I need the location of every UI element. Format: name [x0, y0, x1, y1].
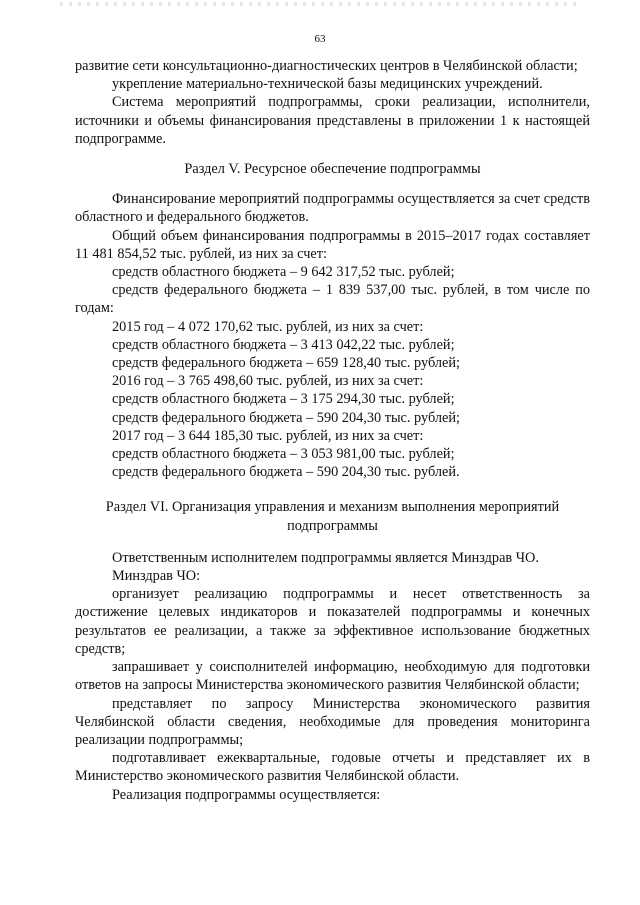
- paragraph: Минздрав ЧО:: [112, 568, 201, 585]
- paragraph: Финансирование мероприятий подпрограммы осуществляется за счет средств областного и федерального бюджетов.: [75, 191, 590, 226]
- paragraph: 2016 год – 3 765 498,60 тыс. рублей, из них за счет:: [112, 373, 424, 390]
- paragraph: средств областного бюджета – 3 413 042,22 тыс. рублей;: [112, 336, 455, 353]
- section-6-heading-line-1: Раздел VI. Организация управления и механизм выполнения мероприятий: [105, 499, 560, 516]
- paragraph: средств федерального бюджета – 1 839 537,00 тыс. рублей, в том числе по годам:: [75, 282, 590, 317]
- paragraph: Ответственным исполнителем подпрограммы является Минздрав ЧО.: [112, 549, 539, 566]
- paragraph: средств федерального бюджета – 590 204,30 тыс. рублей;: [112, 409, 460, 426]
- paragraph: средств областного бюджета – 3 175 294,30 тыс. рублей;: [112, 391, 455, 408]
- paragraph: запрашивает у соисполнителей информацию, необходимую для подготовки ответов на запросы Министерства экономического развития Челябинской области;: [75, 659, 590, 694]
- paragraph: развитие сети консультационно-диагностических центров в Челябинской области;: [75, 58, 578, 74]
- scan-artifact: [60, 2, 580, 6]
- paragraph: Реализация подпрограммы осуществляется:: [112, 786, 381, 803]
- page-number: 63: [314, 33, 326, 45]
- section-5-heading: Раздел V. Ресурсное обеспечение подпрограммы: [184, 161, 481, 178]
- paragraph: представляет по запросу Министерства экономического развития Челябинской области сведения, необходимые для проведения мониторинга реализации подпрограммы;: [75, 695, 590, 748]
- paragraph: средств областного бюджета – 9 642 317,52 тыс. рублей;: [112, 264, 455, 281]
- paragraph: подготавливает ежеквартальные, годовые отчеты и представляет их в Министерство экономического развития Челябинской области.: [75, 750, 590, 785]
- paragraph: средств федерального бюджета – 590 204,30 тыс. рублей.: [112, 464, 460, 481]
- paragraph: Система мероприятий подпрограммы, сроки реализации, исполнители, источники и объемы финансирования представлены в приложении 1 к настоящей подпрограмме.: [75, 94, 590, 147]
- document-page: [75, 57, 590, 804]
- paragraph: 2015 год – 4 072 170,62 тыс. рублей, из них за счет:: [112, 318, 424, 335]
- paragraph: укрепление материально-технической базы медицинских учреждений.: [112, 76, 543, 93]
- paragraph: средств федерального бюджета – 659 128,40 тыс. рублей;: [112, 355, 460, 372]
- paragraph: 2017 год – 3 644 185,30 тыс. рублей, из них за счет:: [112, 427, 424, 444]
- paragraph: Общий объем финансирования подпрограммы в 2015–2017 годах составляет 11 481 854,52 тыс. рублей, из них за счет:: [75, 227, 590, 262]
- section-6-heading-line-2: подпрограммы: [287, 517, 378, 534]
- paragraph: организует реализацию подпрограммы и несет ответственность за достижение целевых индикаторов и показателей подпрограммы и конечных результатов ее реализации, а также за эффективное использование бюджетных средств;: [75, 586, 590, 657]
- paragraph: средств областного бюджета – 3 053 981,00 тыс. рублей;: [112, 446, 455, 463]
